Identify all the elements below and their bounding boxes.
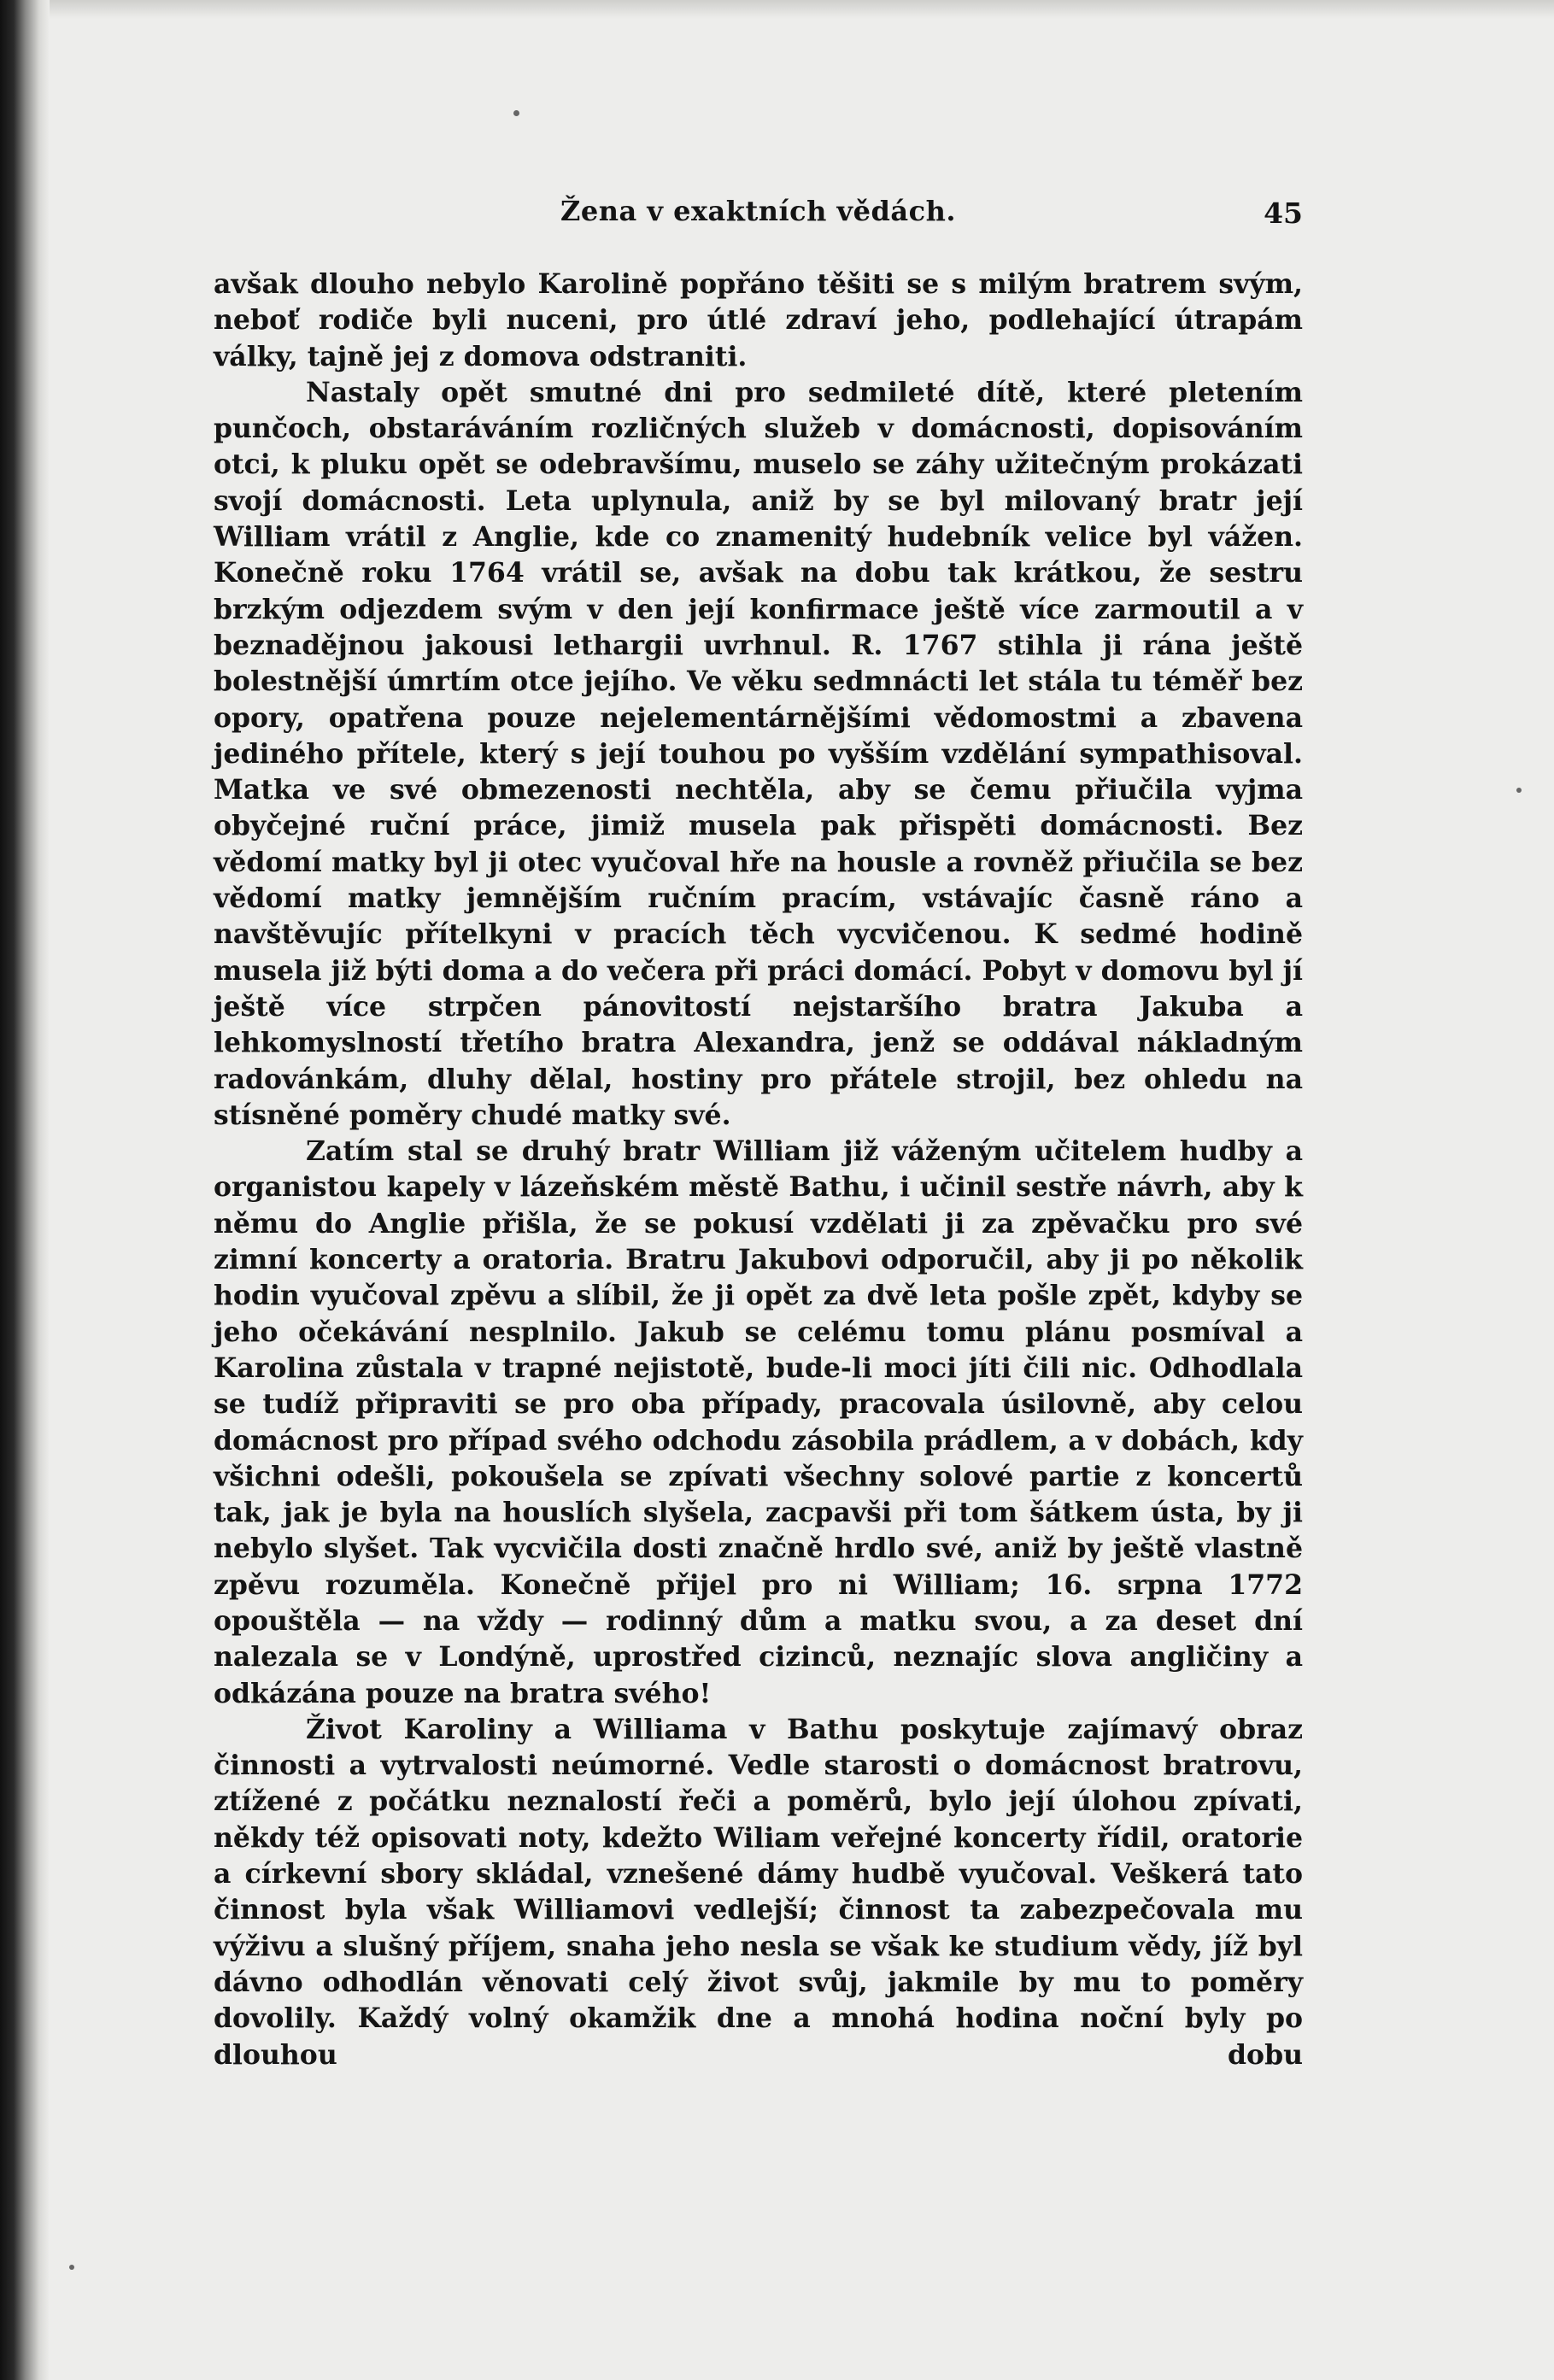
page-header [214,195,1303,237]
scan-page-edge-shadow [0,0,50,2380]
paragraph: avšak dlouho nebylo Karolině popřáno těšiti se s milým bratrem svým, neboť rodiče byli nuceni, pro útlé zdraví jeho, podlehající útrapám války, tajně jej z domova odstraniti. [214,268,1303,372]
paragraph: Nastaly opět smutné dni pro sedmileté dítě, které pletením punčoch, obstaráváním rozličných služeb v domácnosti, dopisováním otci, k pluku opět se odebravšímu, muselo se záhy užitečným prokázati svojí domácnosti. Leta uplynula, aniž by se byl milovaný bratr její William vrátil z Anglie, kde co znamenitý hudebník velice byl vážen. Konečně roku 1764 vrátil se, avšak na dobu tak krátkou, že sestru brzkým odjezdem svým v den její konfirmace ještě více zarmoutil a v beznadějnou jakousi lethargii uvrhnul. R. 1767 stihla ji rána ještě bolestnější úmrtím otce jejího. Ve věku sedmnácti let stála tu téměř bez opory, opatřena pouze nejelementárnějšími vědomostmi a zbavena jediného přítele, který s její touhou po vyšším vzdělání sympathisoval. Matka ve své obmezenosti nechtěla, aby se čemu přiučila vyjma obyčejné ruční práce, jimiž musela pak přispěti domácnosti. Bez vědomí matky byl ji otec vyučoval hře na housle a rovněž přiučila se bez vědomí matky jemnějším ručním pracím, vstávajíc časně ráno a navštěvujíc přítelkyni v pracích těch vycvičenou. K sedmé hodině musela již býti doma a do večera při práci domácí. Pobyt v domovu byl jí ještě více strpčen pánovitostí nejstaršího bratra Jakuba a lehkomyslností třetího bratra Alexandra, jenž se oddával nákladným radovánkám, dluhy dělal, hostiny pro přátele strojil, bez ohledu na stísněné poměry chudé matky své. [214,376,1303,1131]
scan-top-shadow [50,0,1554,19]
page-number: 45 [1264,196,1303,230]
scan-speck [69,2265,74,2270]
scan-speck [513,110,519,116]
paragraph: Zatím stal se druhý bratr William již váženým učitelem hudby a organistou kapely v lázeňském městě Bathu, i učinil sestře návrh, aby k němu do Anglie přišla, že se pokusí vzdělati ji za zpěvačku pro své zimní koncerty a oratoria. Bratru Jakubovi odporučil, aby ji po několik hodin vyučoval zpěvu a slíbil, že ji opět za dvě leta pošle zpět, kdyby se jeho očekávání nesplnilo. Jakub se celému tomu plánu posmíval a Karolina zůstala v trapné nejistotě, bude-li moci jíti čili nic. Odhodlala se tudíž připraviti se pro oba případy, pracovala úsilovně, aby celou domácnost pro případ svého odchodu zásobila prádlem, a v dobách, kdy všichni odešli, pokoušela se zpívati všechny solové partie z koncertů tak, jak je byla na houslích slyšela, zacpavši při tom šátkem ústa, by ji nebylo slyšet. Tak vycvičila dosti značně hrdlo své, aniž by ještě vlastně zpěvu rozuměla. Konečně přijel pro ni William; 16. srpna 1772 opouštěla — na vždy — rodinný dům a matku svou, a za deset dní nalezala se v Londýně, uprostřed cizinců, neznajíc slova angličiny a odkázána pouze na bratra svého! [214,1135,1303,1709]
body-text [214,267,1303,2073]
scan-speck [1516,788,1522,793]
running-title: Žena v exaktních vědách. [560,195,956,227]
paragraph: Život Karoliny a Williama v Bathu poskytuje zajímavý obraz činnosti a vytrvalosti neúmorné. Vedle starosti o domácnost bratrovu, ztížené z počátku neznalostí řeči a poměrů, bylo její úlohou zpívati, někdy též opisovati noty, kdežto Wiliam veřejné koncerty řídil, oratorie a církevní sbory skládal, vznešené dámy hudbě vyučoval. Veškerá tato činnost byla však Williamovi vedlejší; činnost ta zabezpečovala mu výživu a slušný příjem, snaha jeho nesla se však ke studium vědy, jíž byl dávno odhodlán věnovati celý život svůj, jakmile by mu to poměry dovolily. Každý volný okamžik dne a mnohá hodina noční byly po dlouhou dobu [214,1713,1303,2071]
